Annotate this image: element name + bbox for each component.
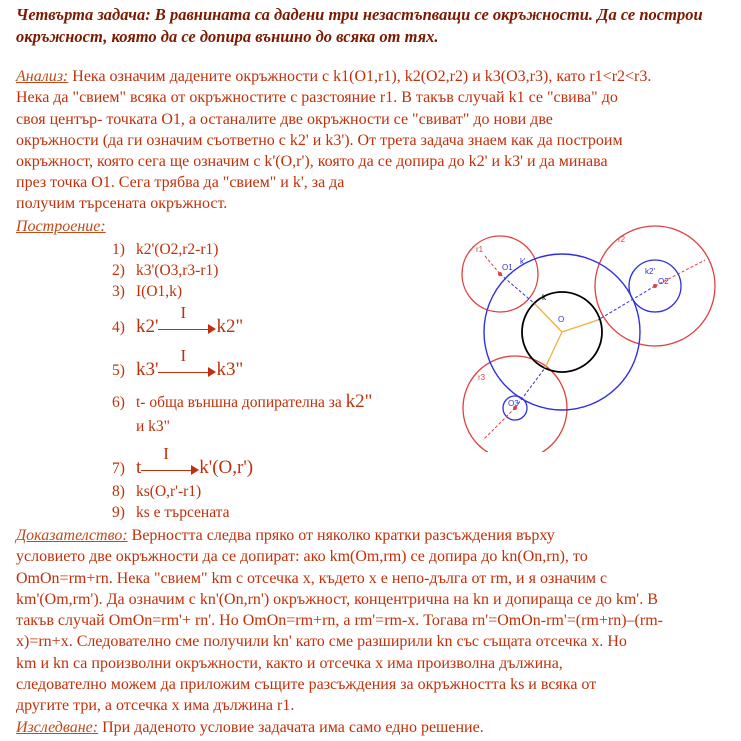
construction-label: Построение:	[16, 218, 106, 235]
fig-label-o3: O3	[508, 399, 519, 408]
fig-label-o2: O2	[658, 277, 669, 286]
proof-label: Доказателство:	[16, 527, 128, 544]
analysis-line-4: окръжности (да ги означим съответно с k2' и k3'). От трета задача знаем как да построим	[16, 131, 623, 149]
fig-label-r2: r2	[618, 235, 626, 244]
construction-step-3: 3) I(O1,k)	[112, 283, 183, 300]
fig-label-r3: r3	[478, 373, 486, 382]
map-arrow: I	[158, 321, 216, 335]
fig-label-k2-prime: k2'	[645, 267, 655, 276]
construction-step-1: 1) k2'(O2,r2-r1)	[112, 241, 219, 258]
fig-label-k-prime: k'	[520, 257, 526, 266]
fig-label-o1: O1	[502, 263, 513, 272]
analysis-line-3: своя център- точката O1, а останалите две окръжности се "свиват" до нови две	[16, 110, 553, 128]
construction-step-5: 5) k3' I k3"	[112, 346, 244, 380]
map-arrow: I	[158, 364, 216, 378]
research-label: Изследване:	[16, 719, 99, 736]
analysis-line-7: получим търсената окръжност.	[16, 195, 228, 213]
construction-step-2: 2) k3'(O3,r3-r1)	[112, 262, 219, 279]
research-paragraph: Изследване: При даденото условие задачата има само едно решение.	[16, 719, 484, 736]
analysis-tail	[16, 172, 436, 215]
construction-figure	[450, 222, 730, 452]
construction-step-9: 9) ks е търсената	[112, 504, 230, 521]
analysis-line-1: Нека означим дадените окръжности с k1(O1,r1), k2(O2,r2) и k3(O3,r3), като r1<r2<r3.	[68, 68, 652, 85]
analysis-line-6: през точка O1. Сега трябва да "свием" и k', за да	[16, 174, 345, 191]
analysis-line-5: окръжност, която сега ще означим с k'(O,r'), която да се допира до k2' и k3' и да минава	[16, 153, 608, 171]
fig-label-k: k	[542, 293, 546, 302]
problem-title: Четвърта задача: В равнината са дадени три незастъпващи се окръжности. Да се построи окръжност, която да се допира външно до всяка от тях.	[16, 5, 703, 46]
proof-paragraph: Доказателство: Верността следва пряко от няколко кратки разсъждения върху условието две окръжности да се допират: ако km(Om,rm) се допира до kn(On,rn), то OmOn=rm+rn. Нека "свием" km с отсечка x, където x е непо-дълга от rm, и я означим с km'(Om,rm'). Да означим с kn'(On,rn') окръжност, концентрична на kn и допираща се до km'. В такъв случай OmOn=rm'+ rn'. Но OmOn=rm+rn, а rm'=rm-x. Тогава rn'=OmOn-rm'=(rm+rn)–(rm- x)=rn+x. Следователно сме получили kn' като сме разширили kn със същата отсечка x. Но km и kn са произволни окръжности, както и отсечка x има произволна дължина, следователно можем да приложим същите разсъждения за окръжността ks и всяка от другите три, а отсечка x има дължина r1.	[16, 527, 663, 715]
construction-step-4: 4) k2' I k2"	[112, 303, 244, 337]
construction-step-8: 8) ks(O,r'-r1)	[112, 483, 202, 500]
construction-step-7: 7) t I k'(O,r')	[112, 444, 254, 478]
analysis-line-2: Нека да "свием" всяка от окръжностите с разстояние r1. В такъв случай k1 се "свива" до	[16, 89, 618, 107]
fig-label-o: O	[558, 315, 565, 324]
map-arrow: I	[141, 462, 199, 476]
analysis-label: Анализ:	[16, 68, 69, 85]
analysis-paragraph	[16, 66, 738, 172]
fig-label-r1: r1	[476, 245, 484, 254]
construction-step-6: 6) t- обща външна допирателна за k2" и k3"	[112, 391, 373, 435]
